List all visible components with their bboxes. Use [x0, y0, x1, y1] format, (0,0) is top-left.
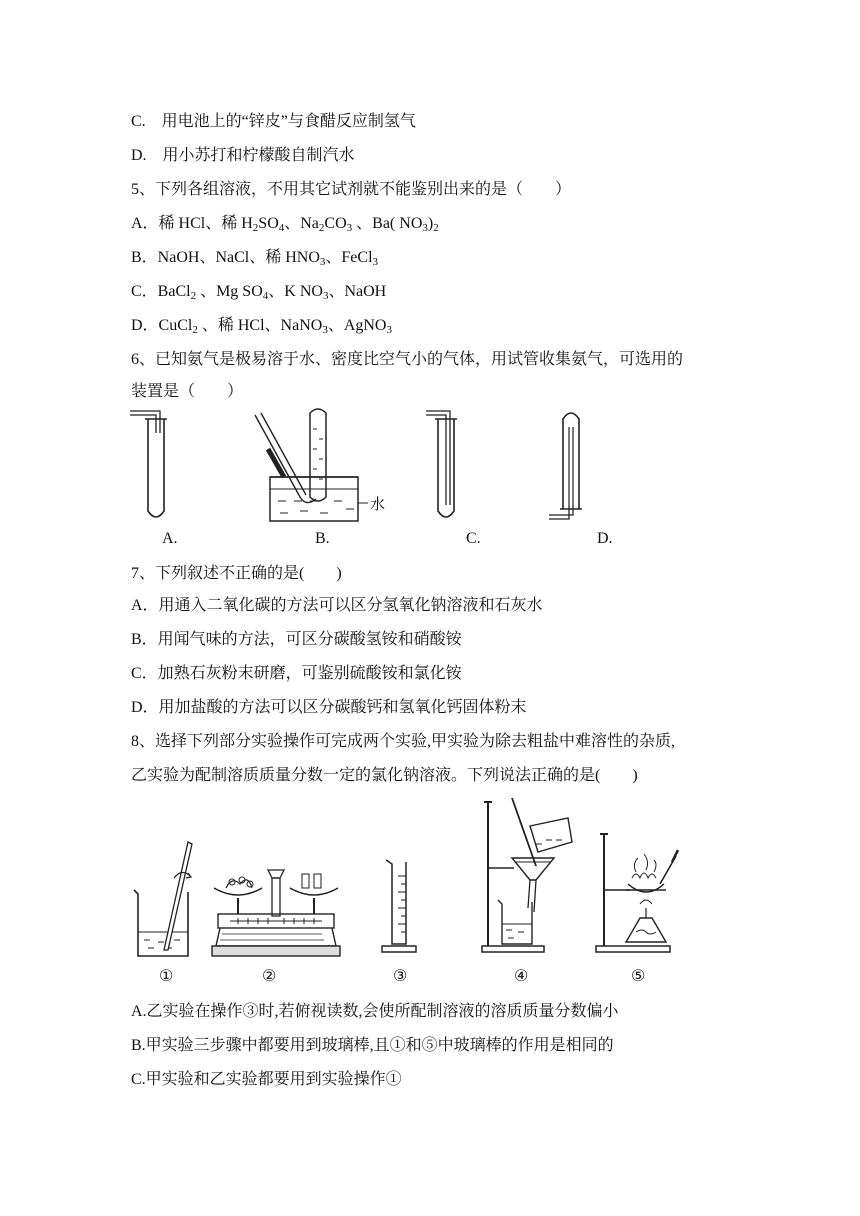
q5-option-b: B．NaOH、NaCl、稀 $HNO_3$、FeCl$_3$ [131, 249, 379, 268]
q8-label-2: ② [262, 968, 277, 985]
q5-stem: 5、下列各组溶液，不用其它试剂就不能鉴别出来的是（ ） [131, 181, 572, 198]
q5-option-d: D．CuCl$_2$ 、稀 HCl、NaNO$_3$、AgNO$_3$ [131, 317, 392, 336]
q6-stem-line2: 装置是（ ） [131, 383, 244, 400]
q6-label-b: B. [315, 530, 330, 547]
q6-apparatus-c [420, 405, 490, 525]
q6-apparatus-d [545, 405, 605, 525]
q8-label-5: ⑤ [631, 968, 646, 985]
q7-option-c: C．加熟石灰粉末研磨，可鉴别硫酸铵和氯化铵 [131, 665, 462, 682]
q4-option-c: C. 用电池上的“锌皮”与食醋反应制氢气 [131, 113, 416, 130]
q7-option-b: B．用闻气味的方法，可区分碳酸氢铵和硝酸铵 [131, 631, 462, 648]
q6-label-a: A. [162, 530, 178, 547]
q8-option-b: B.甲实验三步骤中都要用到玻璃棒,且①和⑤中玻璃棒的作用是相同的 [131, 1037, 614, 1054]
q8-label-3: ③ [393, 968, 408, 985]
q7-option-a: A．用通入二氧化碳的方法可以区分氢氧化钠溶液和石灰水 [131, 597, 543, 614]
q6-stem-line1: 6、已知氨气是极易溶于水、密度比空气小的气体，用试管收集氨气，可选用的 [131, 351, 684, 368]
q8-apparatus-2-balance [208, 862, 343, 962]
q6-label-d: D. [597, 530, 613, 547]
q8-apparatus-3-cylinder [378, 856, 418, 956]
q8-label-1: ① [159, 968, 174, 985]
q6-apparatus-a [120, 405, 190, 525]
q8-stem-line2: 乙实验为配制溶质质量分数一定的氯化钠溶液。下列说法正确的是( ) [131, 767, 638, 784]
q6-water-label: 水 [370, 495, 386, 513]
q8-apparatus-5-evaporation [592, 826, 682, 956]
q7-option-d: D．用加盐酸的方法可以区分碳酸钙和氢氧化钙固体粉末 [131, 699, 527, 716]
q8-option-c: C.甲实验和乙实验都要用到实验操作① [131, 1071, 402, 1088]
q8-option-a: A.乙实验在操作③时,若俯视读数,会使所配制溶液的溶质质量分数偏小 [131, 1003, 619, 1020]
q4-option-d: D. 用小苏打和柠檬酸自制汽水 [131, 147, 355, 164]
q5-option-a: A．稀 HCl、稀 $H_2SO_4$、$Na_2CO_3$ 、Ba( $NO_3)_2$ [131, 215, 439, 234]
q8-label-4: ④ [514, 968, 529, 985]
q6-label-c: C. [466, 530, 481, 547]
q8-stem-line1: 8、选择下列部分实验操作可完成两个实验,甲实验为除去粗盐中难溶性的杂质, [131, 733, 676, 750]
q7-stem: 7、下列叙述不正确的是( ) [131, 565, 342, 582]
q8-apparatus-1-beaker [130, 838, 200, 963]
q8-apparatus-4-filtration [476, 796, 576, 956]
q5-option-c: C．BaCl$_2$ 、Mg $SO_4$、K $NO_3$、NaOH [131, 283, 387, 302]
q6-apparatus-b [250, 405, 390, 530]
